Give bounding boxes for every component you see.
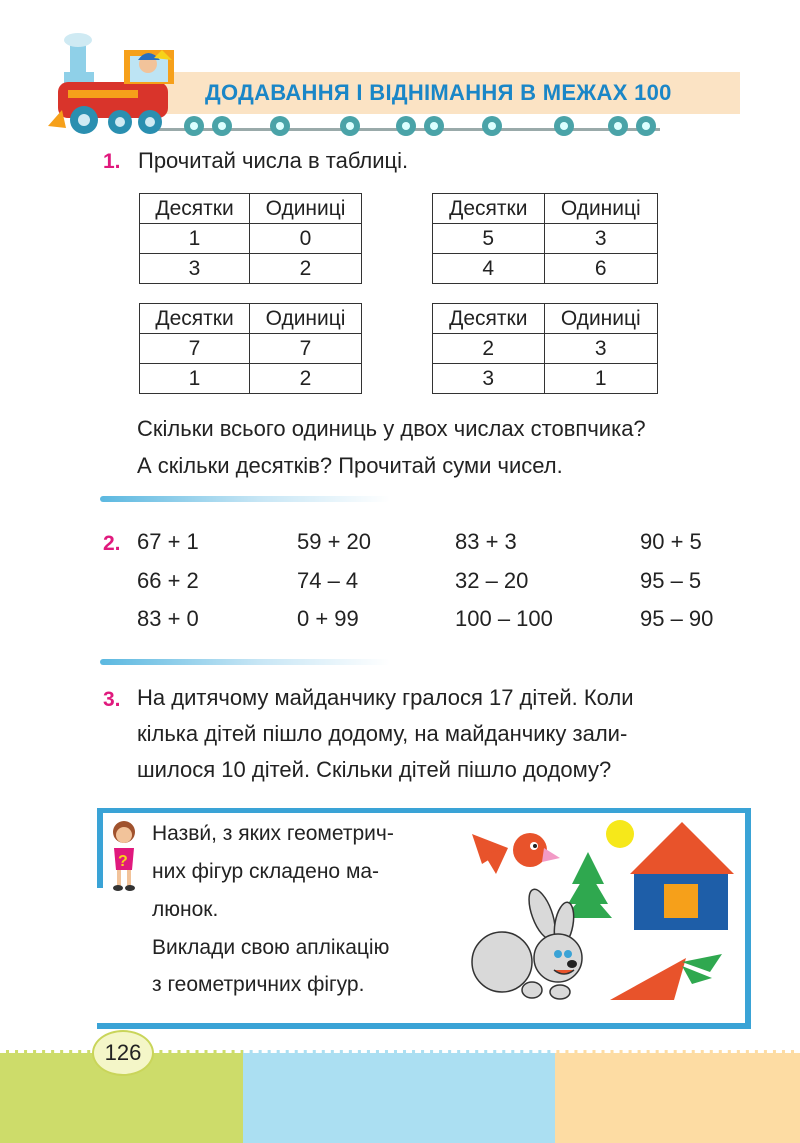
expression: 83 + 3 [455,529,517,554]
table-header: Десятки [140,194,250,224]
table-cell: 3 [140,254,250,284]
rail-wheels-icon [184,116,656,136]
activity-box-edge [97,808,103,888]
task-3-line-1: На дитячому майданчику гралося 17 дітей. Коли [137,685,634,710]
table-header: Одиниці [544,304,657,334]
box-line-3: люнок. [152,898,219,921]
expression: 32 – 20 [455,568,529,593]
table-cell: 7 [250,334,362,364]
footer-band-blue [243,1050,555,1143]
task-1-question-line-2: А скільки десятків? Прочитай суми чисел. [137,453,563,478]
box-line-1: Назви́, з яких геометрич- [152,822,394,845]
table-cell: 3 [433,364,545,394]
box-line-4: Виклади свою аплікацію [152,936,390,959]
table-header: Одиниці [250,194,362,224]
task-1-text: Прочитай числа в таблиці. [138,148,409,173]
task-3-line-3: шилося 10 дітей. Скільки дітей пішло додому? [137,757,612,782]
train-illustration [44,30,684,140]
expression: 67 + 1 [137,529,199,554]
table-cell: 2 [250,364,362,394]
expression: 66 + 2 [137,568,199,593]
house-icon [630,822,734,930]
geometric-shapes-illustration [460,814,740,1014]
expression: 0 + 99 [297,606,359,631]
table-cell: 4 [433,254,545,284]
locomotive-icon [48,33,174,134]
task-3-number: 3. [103,688,121,711]
task-2-number: 2. [103,532,121,555]
table-header: Десятки [140,304,250,334]
task-1-question-line-1: Скільки всього одиниць у двох числах стовпчика? [137,416,646,441]
page-title: ДОДАВАННЯ І ВІДНІМАННЯ В МЕЖАХ 100 [205,80,672,105]
girl-question-icon [104,818,144,894]
rabbit-icon [472,886,582,999]
table-cell: 1 [140,364,250,394]
table-cell: 3 [544,334,657,364]
sun-icon [606,820,634,848]
bird-icon [472,833,560,874]
section-divider [100,496,390,502]
task-1-number: 1. [103,150,121,173]
expression: 95 – 5 [640,568,702,593]
table-cell: 6 [544,254,657,284]
expression: 100 – 100 [455,606,553,631]
expression: 95 – 90 [640,606,714,631]
expression: 83 + 0 [137,606,199,631]
table-header: Десятки [433,304,545,334]
digits-table-2 [432,193,658,284]
task-3-line-2: кілька дітей пішло додому, на майданчику зали- [137,721,628,746]
table-cell: 2 [433,334,545,364]
box-line-2: них фігур складено ма- [152,860,380,883]
table-header: Десятки [433,194,545,224]
table-header: Одиниці [544,194,657,224]
footer-band-orange [555,1050,800,1143]
digits-table-4 [432,303,658,394]
digits-table-3 [139,303,362,394]
expression: 90 + 5 [640,529,702,554]
box-line-5: з геометричних фігур. [152,973,365,996]
expression: 59 + 20 [297,529,372,554]
table-header: Одиниці [250,304,362,334]
table-cell: 5 [433,224,545,254]
expression: 74 – 4 [297,568,359,593]
table-cell: 0 [250,224,362,254]
section-divider [100,659,390,665]
table-cell: 7 [140,334,250,364]
table-cell: 1 [140,224,250,254]
page-number: 126 [92,1030,154,1076]
digits-table-1 [139,193,362,284]
svg-text:?: ? [118,853,128,870]
table-cell: 2 [250,254,362,284]
table-cell: 1 [544,364,657,394]
carrot-icon [610,954,722,1000]
table-cell: 3 [544,224,657,254]
